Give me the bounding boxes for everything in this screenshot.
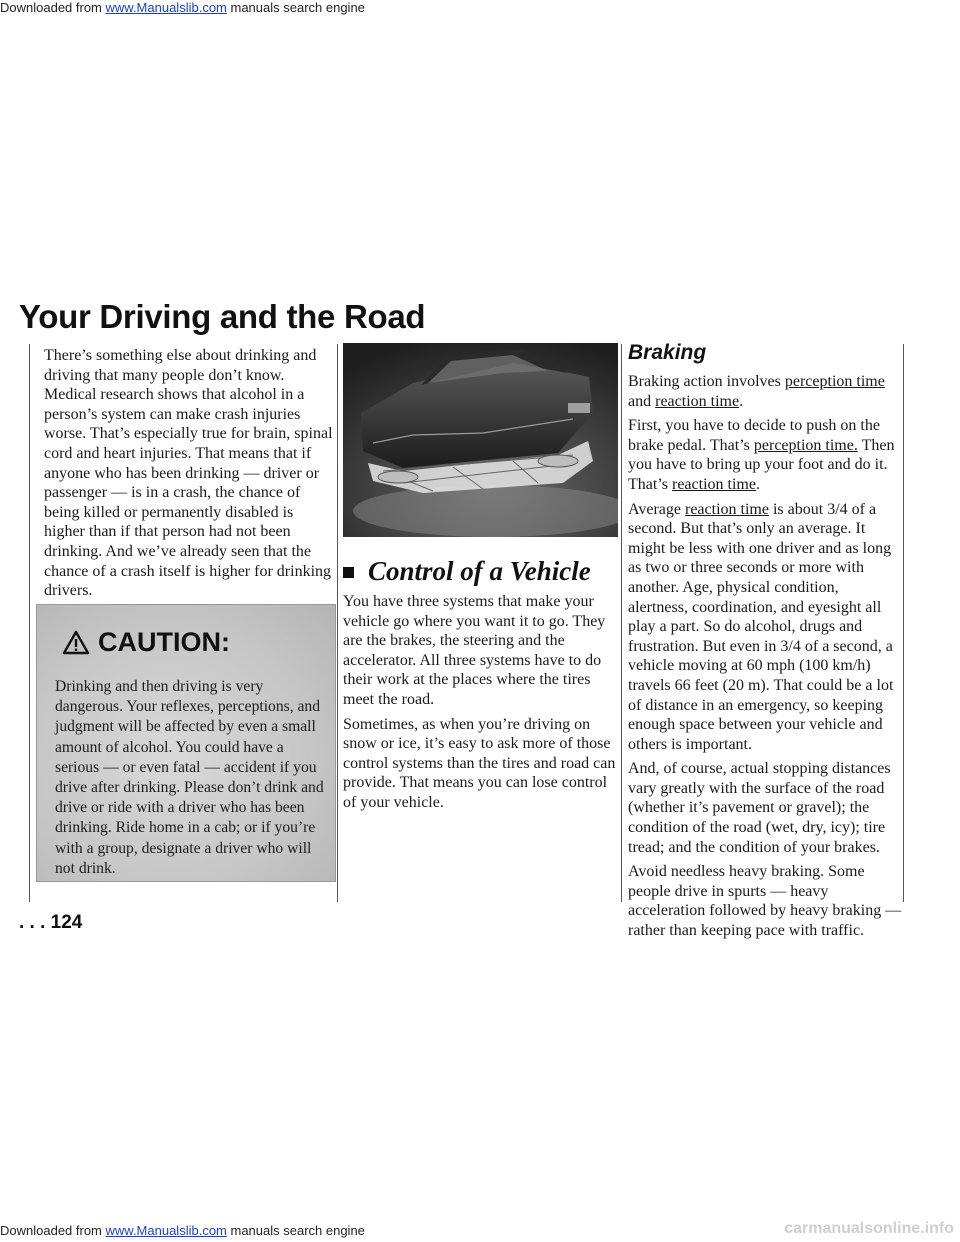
- perception-time-term: perception time: [784, 373, 885, 390]
- caution-text: Drinking and then driving is very dangerous. Your reflexes, perceptions, and judgment will be affected by even a small amount of alcohol. You could have a serious — or even fatal — accident if you drive after drinking. Please don’t drink and drive or ride with a driver who has been drinking. Ride home in a cab; or if you’re with a group, designate a driver who will not drink.: [55, 678, 324, 877]
- control-paragraph-1: You have three systems that make your vehicle go where you want it to go. They are the brakes, the steering and the accelerator. All three systems have to do their work at the places where the tires meet the road.: [343, 593, 606, 708]
- header-suffix: manuals search engine: [226, 0, 365, 15]
- middle-column: [343, 592, 618, 818]
- text-run: Average: [628, 500, 685, 518]
- braking-heading: Braking: [628, 341, 707, 364]
- braking-paragraph-3: [628, 500, 902, 755]
- control-paragraph-2: Sometimes, as when you’re driving on snow or ice, it’s easy to ask more of those control systems than the tires and road can provide. That means you can lose control of your vehicle.: [343, 715, 616, 811]
- text-run: First, you have to decide to push on the brake pedal. That’s: [628, 417, 880, 454]
- footer-prefix: Downloaded from: [0, 1223, 106, 1238]
- column-rule-left: [29, 344, 30, 902]
- manualslib-link[interactable]: www.Manualslib.com: [105, 1223, 227, 1238]
- caution-box: [36, 604, 336, 882]
- caution-header: [62, 627, 230, 658]
- drinking-paragraph: There’s something else about drinking and driving that many people don’t know. Medical research shows that alcohol in a person’s system can make crash injuries worse. That’s especially true for brain, spinal cord and heart injuries. That means that if anyone who has been drinking — driver or passenger — is in a crash, the chance of being killed or permanently disabled is higher than if that person had not been drinking. And we’ve already seen that the chance of a crash itself is higher for drinking drivers.: [44, 347, 333, 600]
- download-header: [0, 0, 365, 15]
- control-section-heading: [343, 556, 591, 587]
- text-run: Then you have to bring up your foot and do it. That’s: [628, 436, 895, 493]
- header-prefix: Downloaded from: [0, 0, 106, 15]
- square-bullet-icon: [343, 567, 354, 578]
- column-rule-middle-left: [337, 344, 338, 902]
- braking-paragraph-5: Avoid needless heavy braking. Some people drive in spurts — heavy acceleration followed by heavy braking — rather than keeping pace with traffic.: [628, 863, 902, 940]
- manualslib-link[interactable]: www.Manualslib.com: [105, 0, 227, 15]
- page-number: . . . 124: [19, 912, 83, 933]
- download-footer: [0, 1223, 365, 1238]
- reaction-time-term: reaction time: [685, 500, 769, 518]
- text-run: and: [628, 392, 656, 410]
- braking-paragraph-1: [628, 372, 902, 411]
- left-column: [44, 346, 336, 606]
- column-rule-right: [903, 344, 904, 902]
- braking-paragraph-4: And, of course, actual stopping distances vary greatly with the surface of the road (whether it’s pavement or gravel); the condition of the road (wet, dry, icy); tire tread; and the condition of your brakes.: [628, 760, 891, 856]
- column-rule-middle-right: [621, 344, 622, 902]
- perception-time-term: perception time.: [753, 436, 858, 454]
- caution-title: CAUTION:: [98, 627, 230, 657]
- section-title: Control of a Vehicle: [368, 556, 591, 586]
- text-run: Braking action involves: [628, 373, 785, 390]
- reaction-time-term: reaction time: [672, 475, 756, 493]
- watermark: carmanualsonline.info: [784, 1220, 954, 1237]
- vehicle-on-tires-image: [343, 343, 618, 537]
- right-column: [628, 372, 902, 946]
- warning-triangle-icon: [62, 630, 90, 655]
- text-run: .: [755, 475, 760, 493]
- braking-paragraph-2: [628, 416, 902, 494]
- page-title: Your Driving and the Road: [19, 298, 426, 335]
- footer-suffix: manuals search engine: [226, 1223, 365, 1238]
- text-run: is about 3/4 of a second. But that’s only an average. It might be less with one driver and as long as two or three seconds or more with another. Age, physical condition, alertness, coordination, and eyesight all play a part. So do alcohol, drugs and frustration. But even in 3/4 of a second, a vehicle moving at 60 mph (100 km/h) travels 66 feet (20 m). That could be a lot of distance in an emergency, so keeping enough space between your vehicle and others is important.: [628, 500, 894, 753]
- reaction-time-term: reaction time: [655, 392, 740, 410]
- car-illustration: [343, 343, 618, 537]
- text-run: .: [739, 392, 744, 410]
